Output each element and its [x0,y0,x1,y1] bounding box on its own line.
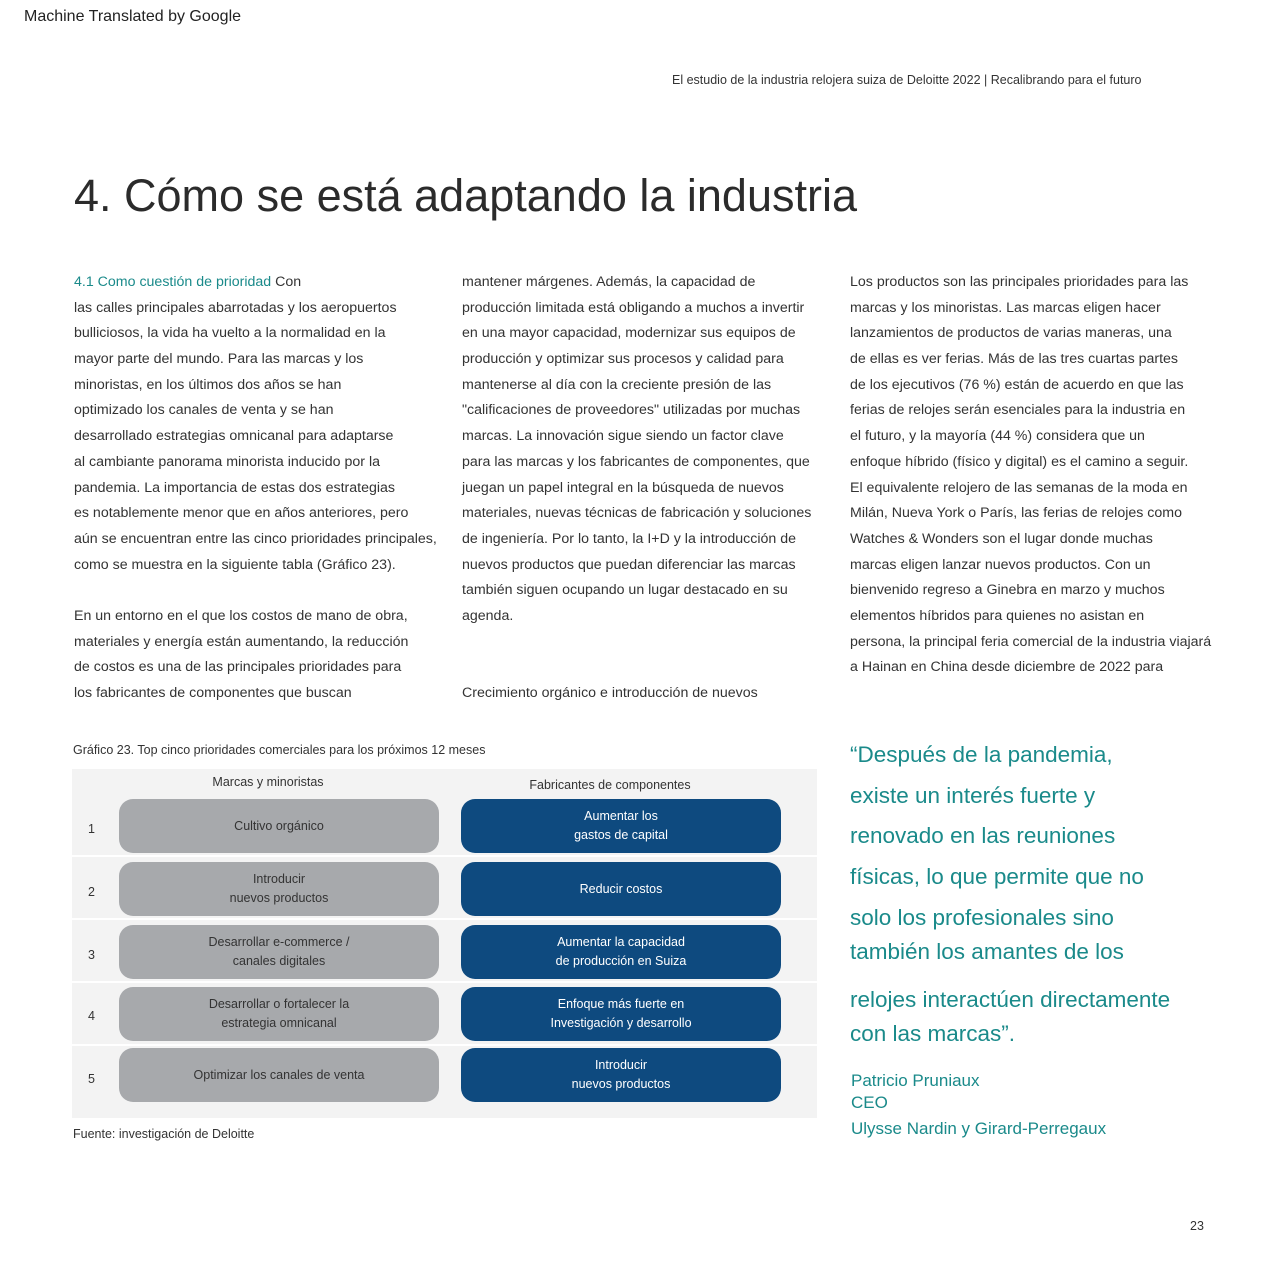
rank-number: 1 [88,822,95,836]
column-header-suppliers: Fabricantes de componentes [529,778,691,792]
body-line: nuevos productos que puedan diferenciar las marcas [462,556,796,573]
body-column-1 [74,270,437,707]
section-subheading: 4.1 Como cuestión de prioridad [74,274,272,290]
body-line: mayor parte del mundo. Para las marcas y los [74,351,364,368]
quote-line: también los amantes de los [850,939,1124,964]
quote-line: con las marcas”. [850,1021,1016,1046]
body-line: el futuro, y la mayoría (44 %) considera que un [850,428,1145,445]
body-line: mantener márgenes. Además, la capacidad de [462,274,756,290]
suppliers-priority-2: Reducir costos [461,862,781,916]
rank-number: 5 [88,1072,95,1086]
body-line: aún se encuentran entre las cinco prioridades principales, [74,530,437,547]
body-line: lanzamientos de productos de varias maneras, una [850,325,1172,342]
body-line: es notablemente menor que en años anteriores, pero [74,505,409,522]
column-1-first-word: Con [271,274,302,290]
body-line: El equivalente relojero de las semanas de la moda en [850,479,1188,496]
body-line: para las marcas y los fabricantes de componentes, que [462,453,810,470]
column-header-brands: Marcas y minoristas [212,775,324,789]
row-divider [72,855,817,857]
body-line: minoristas, en los últimos dos años se han [74,376,342,393]
body-line: agenda. [462,607,514,624]
suppliers-priority-4: Enfoque más fuerte en Investigación y desarrollo [461,987,781,1041]
body-line: persona, la principal feria comercial de la industria viajará [850,633,1212,650]
body-line: marcas eligen lanzar nuevos productos. Con un [850,556,1151,573]
body-line: mantenerse al día con la creciente presión de las [462,376,772,393]
brands-priority-5: Optimizar los canales de venta [119,1048,439,1102]
body-line: juegan un papel integral en la búsqueda de nuevos [462,479,784,496]
body-line: en una mayor capacidad, modernizar sus equipos de [462,325,796,342]
body-line: marcas y los minoristas. Las marcas eligen hacer [850,299,1161,316]
machine-translation-banner: Machine Translated by Google [24,8,242,25]
body-line: como se muestra en la siguiente tabla (Gráfico 23). [74,556,396,573]
running-header: El estudio de la industria relojera suiza de Deloitte 2022 | Recalibrando para el futuro [672,73,1142,87]
row-divider [72,918,817,920]
body-line: también siguen ocupando un lugar destacado en su [462,582,788,599]
priorities-table [72,769,817,1118]
body-line: de costos es una de las principales prioridades para [74,659,402,676]
body-line: los fabricantes de componentes que buscan [74,685,352,701]
quote-company: Ulysse Nardin y Girard-Perregaux [851,1119,1107,1138]
quote-line: renovado en las reuniones [850,823,1116,848]
rank-number: 2 [88,885,95,899]
quote-attribution [851,1070,1106,1140]
column-1-first-line [74,270,437,296]
brands-priority-1: Cultivo orgánico [119,799,439,853]
body-line: bulliciosos, la vida ha vuelto a la normalidad en la [74,325,386,342]
figure-caption: Gráfico 23. Top cinco prioridades comerciales para los próximos 12 meses [73,743,486,757]
body-line: Los productos son las principales prioridades para las [850,274,1189,290]
suppliers-priority-5: Introducir nuevos productos [461,1048,781,1102]
row-divider [72,1044,817,1046]
body-line: elementos híbridos para quienes no asistan en [850,607,1145,624]
paragraph-gap [74,578,437,604]
rank-number: 4 [88,1009,95,1023]
body-line: Watches & Wonders son el lugar donde muchas [850,530,1153,547]
body-line: pandemia. La importancia de estas dos estrategias [74,479,395,496]
paragraph-gap [462,655,811,681]
page-number: 23 [1190,1219,1204,1233]
body-line: bienvenido regreso a Ginebra en marzo y muchos [850,582,1165,599]
body-line: al cambiante panorama minorista inducido por la [74,453,380,470]
body-line: materiales, nuevas técnicas de fabricación y soluciones [462,505,812,522]
quote-role: CEO [851,1093,888,1112]
quote-line: relojes interactúen directamente [850,987,1171,1012]
suppliers-priority-3: Aumentar la capacidad de producción en Suiza [461,925,781,979]
row-divider [72,981,817,983]
body-line: ferias de relojes serán esenciales para la industria en [850,402,1186,419]
body-line: marcas. La innovación sigue siendo un factor clave [462,428,784,445]
quote-line: físicas, lo que permite que no [850,864,1144,889]
body-column-2 [462,270,811,707]
body-line: desarrollado estrategias omnicanal para adaptarse [74,428,394,445]
body-line: En un entorno en el que los costos de mano de obra, [74,607,408,624]
figure-source: Fuente: investigación de Deloitte [73,1127,255,1141]
quote-line: existe un interés fuerte y [850,783,1096,808]
body-line: Crecimiento orgánico e introducción de nuevos [462,685,758,701]
body-line: materiales y energía están aumentando, la reducción [74,633,409,650]
brands-priority-4: Desarrollar o fortalecer la estrategia omnicanal [119,987,439,1041]
brands-priority-3: Desarrollar e-commerce / canales digitales [119,925,439,979]
body-line: "calificaciones de proveedores" utilizadas por muchas [462,402,801,419]
paragraph-gap [462,630,811,656]
body-line: optimizado los canales de venta y se han [74,402,334,419]
body-line: a Hainan en China desde diciembre de 2022 para [850,659,1164,676]
quote-line: solo los profesionales sino [850,905,1114,930]
brands-priority-2: Introducir nuevos productos [119,862,439,916]
body-line: enfoque híbrido (físico y digital) es el camino a seguir. [850,453,1189,470]
body-line: Milán, Nueva York o París, las ferias de relojes como [850,505,1182,522]
body-column-3 [850,270,1211,681]
body-line: de ingeniería. Por lo tanto, la I+D y la introducción de [462,530,797,547]
body-line: de ellas es ver ferias. Más de las tres cuartas partes [850,351,1179,368]
page-title: 4. Cómo se está adaptando la industria [74,170,857,221]
body-line: producción y optimizar sus procesos y calidad para [462,351,784,368]
body-line: las calles principales abarrotadas y los aeropuertos [74,299,397,316]
quote-line: “Después de la pandemia, [850,742,1113,767]
rank-number: 3 [88,948,95,962]
body-line: de los ejecutivos (76 %) están de acuerdo en que las [850,376,1184,393]
quote-author: Patricio Pruniaux [851,1071,980,1090]
suppliers-priority-1: Aumentar los gastos de capital [461,799,781,853]
body-line: producción limitada está obligando a muchos a invertir [462,299,805,316]
